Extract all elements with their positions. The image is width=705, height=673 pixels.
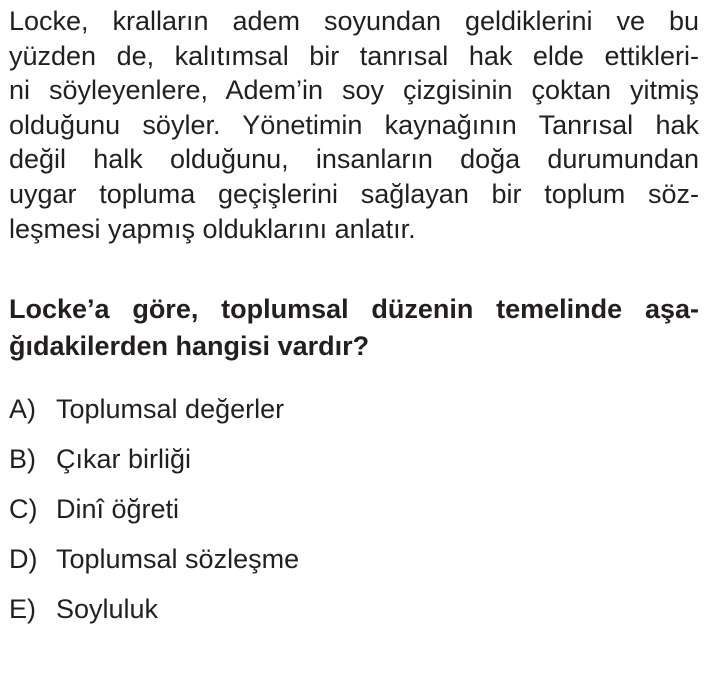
option-letter: B) bbox=[9, 444, 36, 474]
passage-line: olduğunu söyler. Yönetimin kaynağının Tanrısal hak bbox=[9, 109, 699, 140]
option-text: Çıkar birliği bbox=[56, 444, 192, 474]
option-text: Dinî öğreti bbox=[56, 494, 180, 524]
question-stem bbox=[9, 291, 699, 365]
passage-line: yüzden de, kalıtımsal bir tanrısal hak elde ettikleri- bbox=[9, 40, 699, 71]
option-letter: A) bbox=[9, 394, 36, 424]
option-c[interactable] bbox=[9, 492, 299, 542]
option-text: Toplumsal değerler bbox=[56, 394, 285, 424]
option-letter: E) bbox=[9, 594, 36, 624]
option-d[interactable] bbox=[9, 542, 299, 592]
answer-options bbox=[9, 392, 299, 642]
option-letter: C) bbox=[9, 494, 38, 524]
option-b[interactable] bbox=[9, 442, 299, 492]
passage-line: Locke, kralların adem soyundan geldiklerini ve bu bbox=[9, 6, 699, 36]
question-line: Locke’a göre, toplumsal düzenin temelinde aşa- bbox=[9, 294, 699, 324]
option-a[interactable] bbox=[9, 392, 299, 442]
option-e[interactable] bbox=[9, 592, 299, 642]
option-text: Soyluluk bbox=[56, 594, 159, 624]
passage-text bbox=[9, 4, 699, 246]
option-text: Toplumsal sözleşme bbox=[56, 544, 300, 574]
passage-line: değil halk olduğunu, insanların doğa durumundan bbox=[9, 144, 699, 175]
option-letter: D) bbox=[9, 544, 38, 574]
question-line: ğıdakilerden hangisi vardır? bbox=[9, 331, 370, 361]
passage-line: ni söyleyenlere, Adem’in soy çizgisinin çoktan yitmiş bbox=[9, 75, 699, 106]
passage-line: leşmesi yapmış olduklarını anlatır. bbox=[9, 213, 416, 244]
passage-line: uygar topluma geçişlerini sağlayan bir toplum söz- bbox=[9, 178, 699, 209]
